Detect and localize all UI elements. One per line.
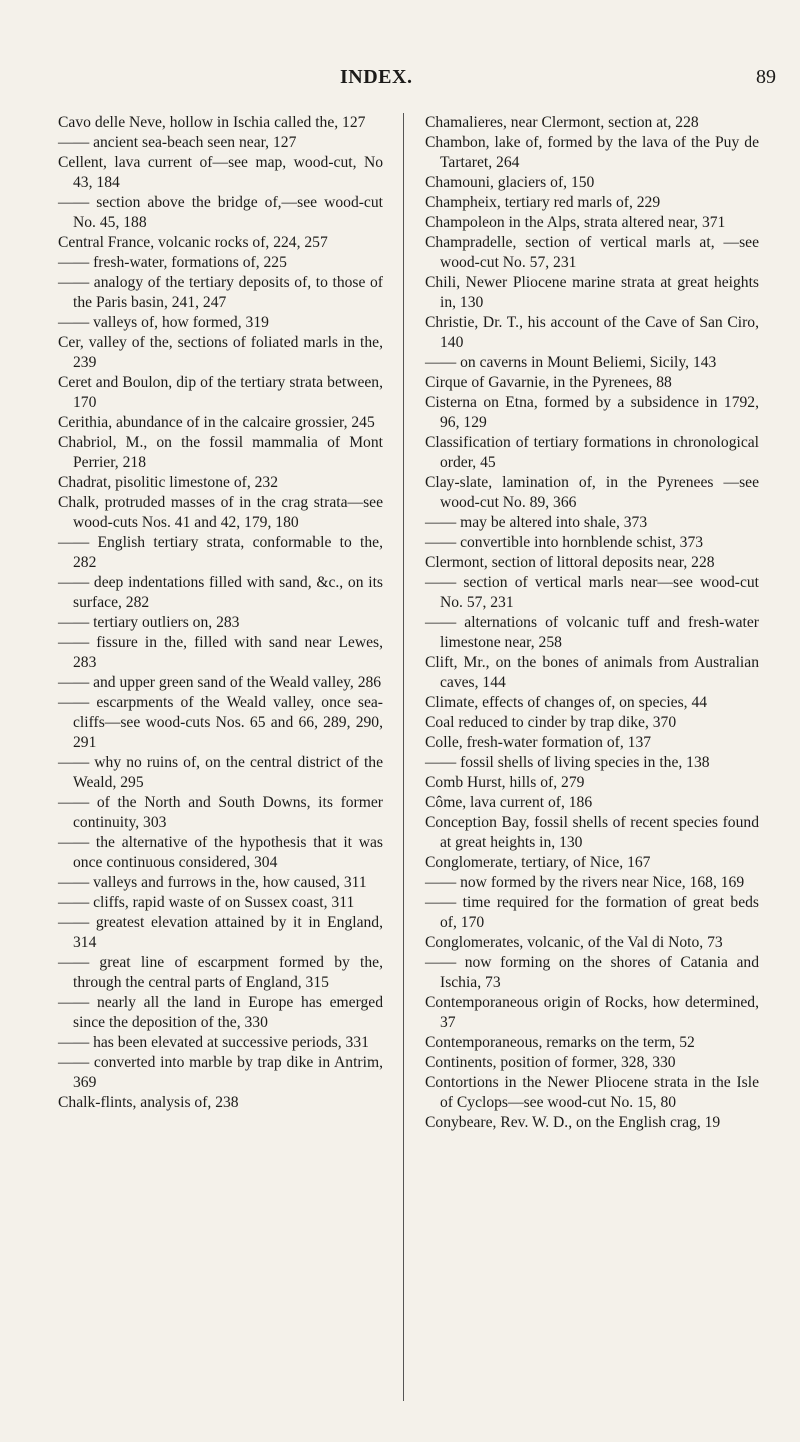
index-entry: —— nearly all the land in Europe has emerged since the deposition of the, 330 — [58, 994, 383, 1031]
index-entry: Cer, valley of the, sections of foliated marls in the, 239 — [58, 334, 383, 371]
index-entry: —— escarpments of the Weald valley, once sea-cliffs—see wood-cuts Nos. 65 and 66, 289, 290, 291 — [58, 694, 383, 751]
page-header — [0, 66, 800, 96]
index-entry: —— valleys and furrows in the, how caused, 311 — [58, 874, 367, 891]
index-entry: —— fresh-water, formations of, 225 — [58, 254, 287, 271]
index-entry: Chalk-flints, analysis of, 238 — [58, 1094, 239, 1111]
index-entry: Colle, fresh-water formation of, 137 — [425, 734, 652, 751]
index-entry: Champoleon in the Alps, strata altered near, 371 — [425, 214, 726, 231]
index-entry: Cellent, lava current of—see map, wood-cut, No 43, 184 — [58, 154, 383, 191]
running-head: INDEX. — [340, 66, 413, 88]
index-entry: —— alternations of volcanic tuff and fresh-water limestone near, 258 — [425, 614, 759, 651]
index-entry: Continents, position of former, 328, 330 — [425, 1054, 676, 1071]
index-entry: Chalk, protruded masses of in the crag strata—see wood-cuts Nos. 41 and 42, 179, 180 — [58, 494, 383, 531]
index-entry: Chili, Newer Pliocene marine strata at great heights in, 130 — [425, 274, 759, 311]
index-entry: —— time required for the formation of great beds of, 170 — [425, 894, 759, 931]
index-entry: Contemporaneous origin of Rocks, how determined, 37 — [425, 994, 759, 1031]
index-entry: Contemporaneous, remarks on the term, 52 — [425, 1034, 695, 1051]
index-entry: —— the alternative of the hypothesis that it was once continuous considered, 304 — [58, 834, 383, 871]
index-entry: Classification of tertiary formations in chronological order, 45 — [425, 434, 759, 471]
index-entry: Conglomerate, tertiary, of Nice, 167 — [425, 854, 651, 871]
index-entry: —— cliffs, rapid waste of on Sussex coast, 311 — [58, 894, 355, 911]
index-entry: Cerithia, abundance of in the calcaire grossier, 245 — [58, 414, 375, 431]
index-entry: —— now formed by the rivers near Nice, 168, 169 — [425, 874, 745, 891]
index-entry: —— valleys of, how formed, 319 — [58, 314, 269, 331]
index-entry: Cavo delle Neve, hollow in Ischia called the, 127 — [58, 114, 366, 131]
index-column-right — [425, 113, 759, 1133]
index-entry: Clift, Mr., on the bones of animals from Australian caves, 144 — [425, 654, 759, 691]
index-entry: —— section above the bridge of,—see wood-cut No. 45, 188 — [58, 194, 383, 231]
index-entry: Contortions in the Newer Pliocene strata in the Isle of Cyclops—see wood-cut No. 15, 80 — [425, 1074, 759, 1111]
index-entry: —— deep indentations filled with sand, &c., on its surface, 282 — [58, 574, 383, 611]
index-entry: —— great line of escarpment formed by the, through the central parts of England, 315 — [58, 954, 383, 991]
index-entry: Cisterna on Etna, formed by a subsidence in 1792, 96, 129 — [425, 394, 759, 431]
index-entry: Côme, lava current of, 186 — [425, 794, 593, 811]
index-entry: —— greatest elevation attained by it in England, 314 — [58, 914, 383, 951]
index-entry: —— may be altered into shale, 373 — [425, 514, 648, 531]
index-entry: —— English tertiary strata, conformable to the, 282 — [58, 534, 383, 571]
index-entry: Coal reduced to cinder by trap dike, 370 — [425, 714, 677, 731]
index-entry: —— section of vertical marls near—see wood-cut No. 57, 231 — [425, 574, 759, 611]
index-entry: Climate, effects of changes of, on species, 44 — [425, 694, 708, 711]
index-entry: —— of the North and South Downs, its former continuity, 303 — [58, 794, 383, 831]
index-entry: Champheix, tertiary red marls of, 229 — [425, 194, 661, 211]
index-entry: Ceret and Boulon, dip of the tertiary strata between, 170 — [58, 374, 383, 411]
index-entry: —— converted into marble by trap dike in Antrim, 369 — [58, 1054, 383, 1091]
index-entry: Clermont, section of littoral deposits near, 228 — [425, 554, 715, 571]
index-entry: Conception Bay, fossil shells of recent species found at great heights in, 130 — [425, 814, 759, 851]
index-entry: —— on caverns in Mount Beliemi, Sicily, 143 — [425, 354, 717, 371]
index-entry: Clay-slate, lamination of, in the Pyrenees —see wood-cut No. 89, 366 — [425, 474, 759, 511]
index-entry: —— fossil shells of living species in the, 138 — [425, 754, 710, 771]
index-entry: —— tertiary outliers on, 283 — [58, 614, 240, 631]
index-entry: Conglomerates, volcanic, of the Val di Noto, 73 — [425, 934, 723, 951]
index-entry: Champradelle, section of vertical marls at, —see wood-cut No. 57, 231 — [425, 234, 759, 271]
index-entry: —— has been elevated at successive periods, 331 — [58, 1034, 369, 1051]
index-entry: Chabriol, M., on the fossil mammalia of Mont Perrier, 218 — [58, 434, 383, 471]
index-entry: —— now forming on the shores of Catania and Ischia, 73 — [425, 954, 759, 991]
index-entry: Chadrat, pisolitic limestone of, 232 — [58, 474, 279, 491]
index-entry: —— analogy of the tertiary deposits of, to those of the Paris basin, 241, 247 — [58, 274, 383, 311]
index-entry: —— why no ruins of, on the central district of the Weald, 295 — [58, 754, 383, 791]
index-entry: Chamouni, glaciers of, 150 — [425, 174, 595, 191]
index-entry: —— ancient sea-beach seen near, 127 — [58, 134, 297, 151]
index-entry: Conybeare, Rev. W. D., on the English crag, 19 — [425, 1114, 721, 1131]
index-entry: Christie, Dr. T., his account of the Cave of San Ciro, 140 — [425, 314, 759, 351]
index-entry: —— fissure in the, filled with sand near Lewes, 283 — [58, 634, 383, 671]
index-entry: —— and upper green sand of the Weald valley, 286 — [58, 674, 382, 691]
index-entry: Central France, volcanic rocks of, 224, 257 — [58, 234, 328, 251]
index-column-left — [58, 113, 383, 1113]
index-entry: Chamalieres, near Clermont, section at, 228 — [425, 114, 699, 131]
index-entry: —— convertible into hornblende schist, 373 — [425, 534, 704, 551]
index-entry: Cirque of Gavarnie, in the Pyrenees, 88 — [425, 374, 672, 391]
page-number: 89 — [756, 66, 776, 88]
index-entry: Comb Hurst, hills of, 279 — [425, 774, 585, 791]
index-entry: Chambon, lake of, formed by the lava of the Puy de Tartaret, 264 — [425, 134, 759, 171]
column-divider — [403, 113, 404, 1401]
